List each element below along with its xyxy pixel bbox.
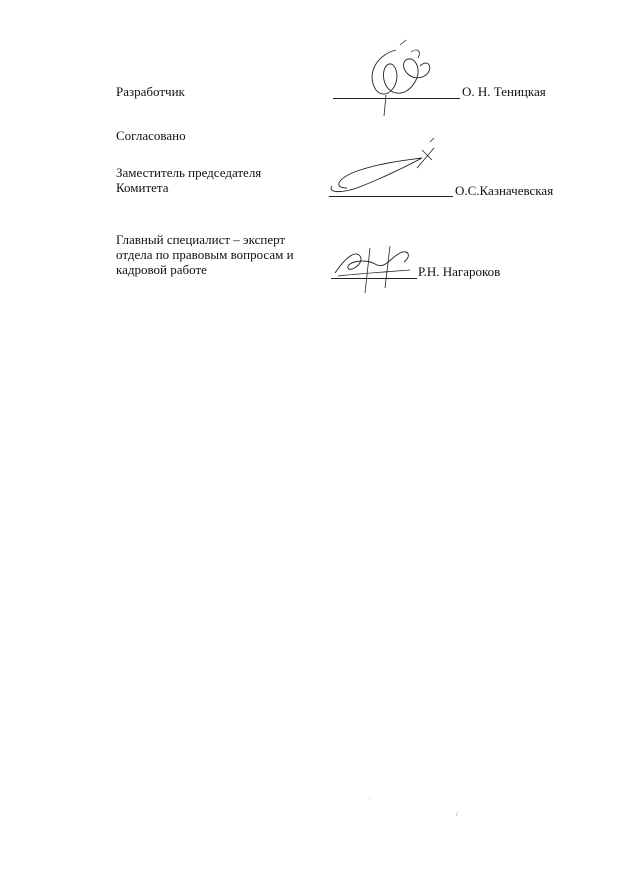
scan-speck: / (456, 812, 458, 818)
specialist-role-line3: кадровой работе (116, 262, 207, 277)
deputy-role (116, 165, 261, 195)
developer-role-text: Разработчик (116, 84, 185, 99)
approval-heading (116, 128, 186, 143)
scan-speck: · (369, 796, 371, 802)
specialist-role (116, 232, 294, 277)
developer-signature (356, 40, 446, 120)
specialist-name: Р.Н. Нагароков (418, 264, 501, 279)
deputy-role-line2: Комитета (116, 180, 169, 195)
deputy-signature (322, 138, 442, 198)
specialist-role-line2: отдела по правовым вопросам и (116, 247, 294, 262)
specialist-role-line1: Главный специалист – эксперт (116, 232, 286, 247)
deputy-name: О.С.Казначевская (455, 183, 554, 198)
developer-role (116, 84, 185, 99)
deputy-role-line1: Заместитель председателя (116, 165, 262, 180)
specialist-signature (330, 238, 420, 298)
approval-heading-text: Согласовано (116, 128, 186, 143)
developer-name: О. Н. Теницкая (462, 84, 546, 99)
